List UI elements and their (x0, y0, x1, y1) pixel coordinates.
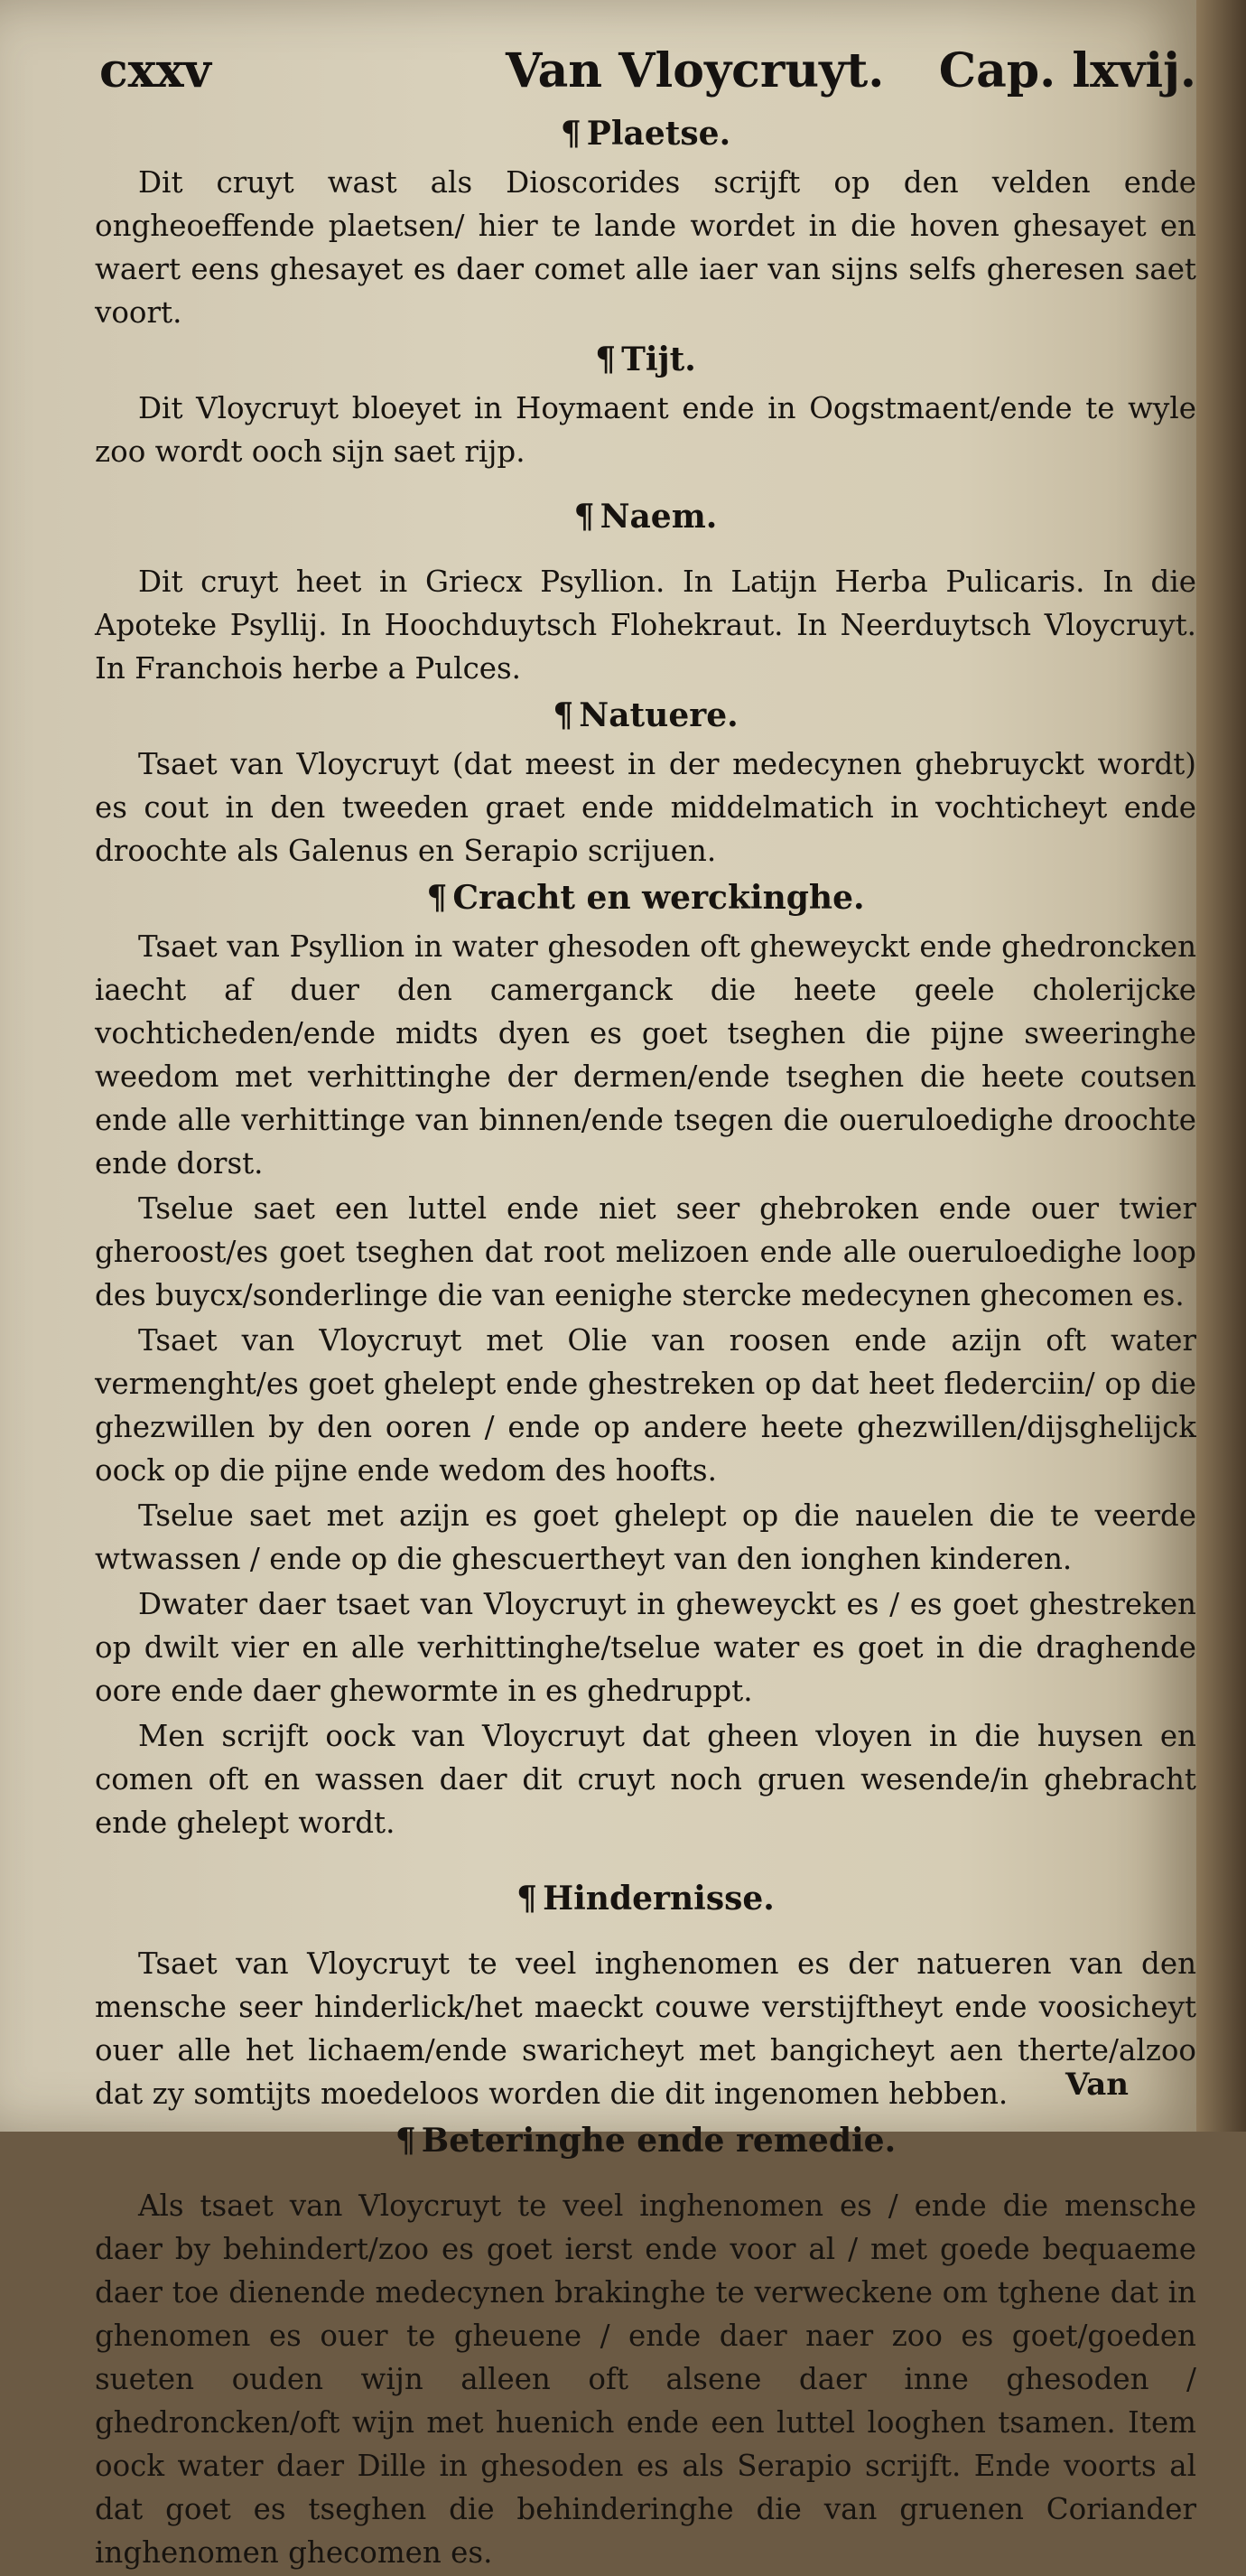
pilcrow-icon: ¶ (395, 2122, 416, 2160)
section-heading-hindernisse: ¶ Hindernisse. (516, 1880, 775, 1918)
running-header (99, 43, 1196, 107)
pilcrow-icon: ¶ (426, 879, 448, 917)
chapter-number: Cap. lxvij. (938, 43, 1196, 98)
section-heading-tijt: ¶ Tijt. (595, 341, 696, 378)
paragraph-cracht-2: Tselue saet een luttel ende niet seer ghebroken ende ouer twier gheroost/es goet tseghen dat root melizoen ende alle oueruloedighe loop des buycx/sonderlinge die van eenighe stercke medecynen ghecomen es. (95, 1191, 1196, 1312)
pilcrow-icon: ¶ (573, 498, 595, 536)
book-edge (1196, 0, 1246, 2132)
section-heading-natuere: ¶ Natuere. (553, 696, 739, 734)
paragraph-cracht-6: Men scrijft oock van Vloycruyt dat gheen vloyen in die huysen en comen oft en wassen daer dit cruyt noch gruen wesende/in ghebracht ende ghelept wordt. (95, 1719, 1196, 1840)
paragraph-tijt: Dit Vloycruyt bloeyet in Hoymaent ende in Oogstmaent/ende te wyle zoo wordt ooch sijn saet rijp. (95, 391, 1196, 469)
paragraph-cracht-5: Dwater daer tsaet van Vloycruyt in gheweyckt es / es goet ghestreken op dwilt vier en alle verhittinghe/tselue water es goet in die draghende oore ende daer ghewormte in es ghedruppt. (95, 1587, 1196, 1708)
paragraph-hindernisse: Tsaet van Vloycruyt te veel inghenomen es der natueren van den mensche seer hinderlick/het maeckt couwe verstijftheyt ende voosicheyt ouer alle het lichaem/ende swaricheyt met bangicheyt aen therte/alzoo dat zy somtijts moedeloos worden die dit ingenomen hebben. (95, 1946, 1196, 2111)
pilcrow-icon: ¶ (560, 115, 581, 153)
section-heading-plaetse: ¶ Plaetse. (560, 115, 731, 153)
pilcrow-icon: ¶ (516, 1880, 538, 1918)
folio-number: cxxv (99, 43, 211, 98)
section-heading-cracht: ¶ Cracht en werckinghe. (426, 879, 865, 917)
pilcrow-icon: ¶ (595, 341, 617, 378)
catchword: Van (1065, 2067, 1129, 2103)
pilcrow-icon: ¶ (553, 696, 574, 734)
paragraph-cracht-1: Tsaet van Psyllion in water ghesoden oft gheweyckt ende ghedroncken iaecht af duer den camerganck die heete geele cholerijcke vochticheden/ende midts dyen es goet tseghen die pijne sweeringhe weedom met verhittinghe der dermen/ende tseghen die heete coutsen ende alle verhittinge van binnen/ende tsegen die oueruloedighe droochte ende dorst. (95, 929, 1196, 1181)
paragraph-cracht-4: Tselue saet met azijn es goet ghelept op die nauelen die te veerde wtwassen / ende op die ghescuertheyt van den ionghen kinderen. (95, 1498, 1196, 1576)
section-heading-naem: ¶ Naem. (573, 498, 718, 536)
page-body (95, 108, 1196, 2576)
section-heading-beteringhe: ¶ Beteringhe ende remedie. (395, 2122, 897, 2160)
paragraph-natuere: Tsaet van Vloycruyt (dat meest in der medecynen ghebruyckt wordt) es cout in den tweeden graet ende middelmatich in vochticheyt ende droochte als Galenus en Serapio scrijuen. (95, 747, 1196, 868)
paragraph-cracht-3: Tsaet van Vloycruyt met Olie van roosen ende azijn oft water vermenght/es goet ghelept ende ghestreken op dat heet flederciin/ op die ghezwillen by den ooren / ende op andere heete ghezwillen/dijsghelijck oock op die pijne ende wedom des hoofts. (95, 1323, 1196, 1488)
paragraph-beteringhe: Als tsaet van Vloycruyt te veel inghenomen es / ende die mensche daer by behindert/zoo es goet ierst ende voor al / met goede bequaeme daer toe dienende medecynen brakinghe te verweckene om tghene dat in ghenomen es ouer te gheuene / ende daer naer zoo es goet/goeden sueten ouden wijn alleen oft alsene daer inne ghesoden / ghedroncken/oft wijn met huenich ende een luttel looghen tsamen. Item oock water daer Dille in ghesoden es als Serapio scrijft. Ende voorts al dat goet es tseghen die behinderinghe die van gruenen Coriander inghenomen ghecomen es. (95, 2189, 1196, 2570)
paragraph-plaetse: Dit cruyt wast als Dioscorides scrijft op den velden ende ongheoeffende plaetsen/ hier te lande wordet in die hoven ghesayet en waert eens ghesayet es daer comet alle iaer van sijns selfs gheresen saet voort. (95, 165, 1196, 330)
paragraph-naem: Dit cruyt heet in Griecx Psyllion. In Latijn Herba Pulicaris. In die Apoteke Psyllij. In Hoochduytsch Flohekraut. In Neerduytsch Vloycruyt. In Franchois herbe a Pulces. (95, 565, 1196, 686)
page-title: Van Vloycruyt. (506, 43, 885, 98)
